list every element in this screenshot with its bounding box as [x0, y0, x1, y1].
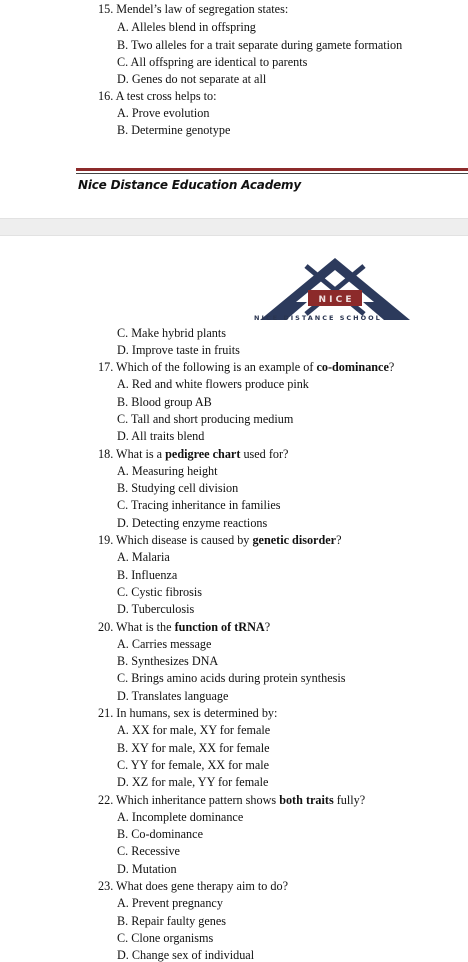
- footer-rule: [76, 168, 468, 171]
- question-text: 22. Which inheritance pattern shows: [98, 792, 280, 807]
- page-1: [0, 0, 468, 218]
- question-emphasis: genetic disorder: [252, 533, 337, 547]
- question-text: 21. In humans, sex is determined by:: [98, 706, 278, 720]
- option: C. Cystic fibrosis: [117, 584, 202, 599]
- page-gap: [0, 218, 468, 236]
- option: B. Blood group AB: [117, 394, 212, 409]
- question-21: [98, 706, 277, 720]
- option: A. Alleles blend in offspring: [117, 20, 256, 34]
- option: C. Clone organisms: [117, 930, 214, 945]
- option: A. Carries message: [117, 636, 212, 651]
- question-22: [98, 793, 365, 807]
- option: B. Co-dominance: [117, 827, 203, 842]
- question-text: 20. What is the: [98, 619, 175, 634]
- option: A. Malaria: [117, 550, 170, 565]
- option: C. Make hybrid plants: [117, 326, 226, 340]
- option: C. Tracing inheritance in families: [117, 498, 281, 513]
- question-emphasis: both traits: [279, 792, 334, 807]
- option: B. Studying cell division: [117, 481, 239, 496]
- option: B. Determine genotype: [117, 123, 231, 137]
- footer-title: Nice Distance Education Academy: [78, 178, 301, 192]
- option: A. Prove evolution: [117, 106, 210, 120]
- option: D. Mutation: [117, 861, 177, 876]
- question-emphasis: co-dominance: [316, 360, 389, 374]
- option: D. XZ for male, YY for female: [117, 775, 269, 790]
- option: B. XY for male, XX for female: [117, 740, 270, 755]
- option: A. Prevent pregnancy: [117, 896, 223, 911]
- option: C. Brings amino acids during protein synthesis: [117, 671, 346, 686]
- question-emphasis: function of tRNA: [174, 619, 265, 634]
- option: B. Repair faulty genes: [117, 913, 226, 928]
- question-16: 16. A test cross helps to:: [98, 89, 217, 103]
- option: D. All traits blend: [117, 429, 205, 444]
- option: A. Measuring height: [117, 463, 218, 478]
- footer-rule-thin: [76, 173, 468, 174]
- option: B. Two alleles for a trait separate during gamete formation: [117, 38, 403, 52]
- question-19: [98, 533, 341, 547]
- option: C. Tall and short producing medium: [117, 411, 294, 426]
- option: A. Red and white flowers produce pink: [117, 377, 309, 392]
- question-20: [98, 620, 270, 634]
- question-17: [98, 360, 394, 374]
- question-text-end: used for?: [240, 446, 289, 461]
- question-text-end: ?: [388, 360, 395, 374]
- question-emphasis: pedigree chart: [165, 446, 241, 461]
- page-2: [0, 236, 468, 962]
- option: D. Detecting enzyme reactions: [117, 515, 268, 530]
- question-text-end: fully?: [333, 792, 366, 807]
- question-text-end: ?: [336, 533, 342, 547]
- option: D. Genes do not separate at all: [117, 72, 267, 86]
- question-text: 19. Which disease is caused by: [98, 533, 253, 547]
- logo-caption: NICE DISTANCE SCHOOL: [254, 314, 382, 322]
- question-23: [98, 879, 288, 893]
- option: A. XX for male, XY for female: [117, 723, 271, 738]
- option: D. Tuberculosis: [117, 602, 195, 617]
- question-text: 18. What is a: [98, 446, 166, 461]
- option: A. Incomplete dominance: [117, 809, 244, 824]
- option: C. Recessive: [117, 844, 180, 859]
- option: B. Synthesizes DNA: [117, 654, 219, 669]
- option: D. Change sex of individual: [117, 948, 255, 962]
- question-text: 17. Which of the following is an example of: [98, 360, 317, 374]
- question-18: [98, 447, 288, 461]
- question-text-end: ?: [264, 619, 271, 634]
- option: D. Translates language: [117, 688, 229, 703]
- question-text: 23. What does gene therapy aim to do?: [98, 879, 288, 893]
- option: C. All offspring are identical to parents: [117, 55, 308, 69]
- option: C. YY for female, XX for male: [117, 757, 270, 772]
- logo-badge-text: N I C E: [318, 295, 352, 305]
- option: D. Improve taste in fruits: [117, 343, 240, 357]
- school-logo: [256, 256, 414, 322]
- option: B. Influenza: [117, 567, 178, 582]
- question-15: 15. Mendel’s law of segregation states:: [98, 2, 289, 16]
